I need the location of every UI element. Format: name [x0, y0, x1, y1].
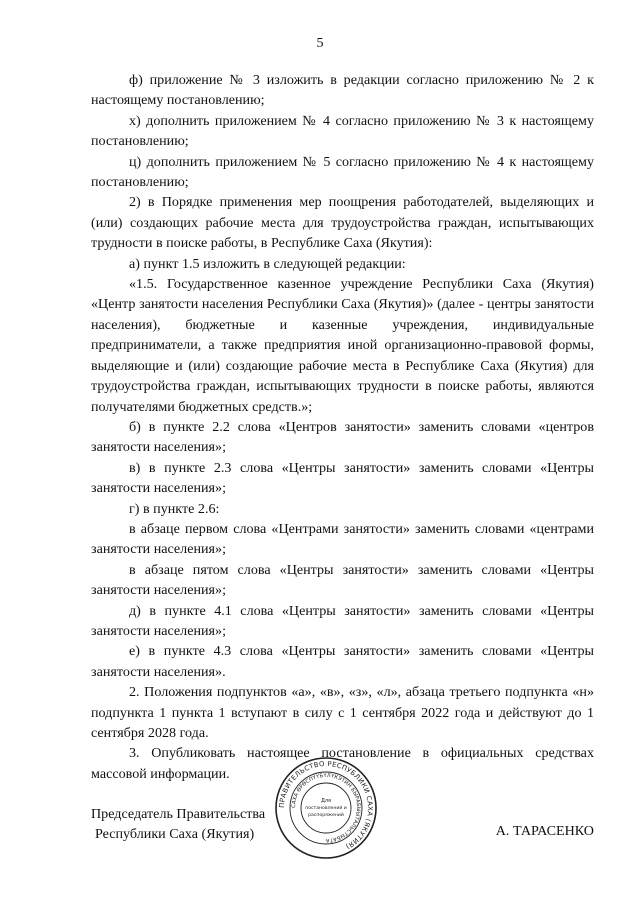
document-body — [91, 70, 594, 784]
paragraph: е) в пункте 4.3 слова «Центры занятости» заменить словами «Центры занятости населения». — [91, 643, 594, 680]
paragraph: а) пункт 1.5 изложить в следующей редакции: — [129, 255, 406, 272]
paragraph: в) в пункте 2.3 слова «Центры занятости» заменить словами «Центры занятости населения»; — [91, 459, 594, 497]
paragraph: в абзаце первом слова «Центрами занятости» заменить словами «центрами занятости населения»; — [91, 520, 594, 558]
paragraph: х) дополнить приложением № 4 согласно приложению № 3 к настоящему постановлению; — [91, 112, 594, 150]
paragraph: «1.5. Государственное казенное учреждение Республики Саха (Якутия) «Центр занятости населения Республики Саха (Якутия)» (далее - центры занятости населения), бюджетные и казенные учреждения, индивидуальные предприниматели, а также предприятия иной организационно-правовой формы, выделяющие и (или) создающие рабочие места в Республике Саха (Якутия) для трудоустройства граждан, испытывающих трудности в поиске работы, являются получателями бюджетных средств.»; — [91, 276, 594, 415]
signature-title-line1: Председатель Правительства — [91, 806, 266, 822]
paragraph: 3. Опубликовать настоящее постановление в официальных средствах массовой информации. — [91, 745, 594, 782]
paragraph: б) в пункте 2.2 слова «Центров занятости» заменить словами «центров занятости населения»; — [91, 418, 594, 456]
svg-text:постановлений и: постановлений и — [305, 806, 347, 811]
paragraph: ц) дополнить приложением № 5 согласно приложению № 4 к настоящему постановлению; — [91, 153, 594, 191]
svg-text:Для: Для — [320, 798, 332, 804]
paragraph: 2. Положения подпунктов «а», «в», «з», «л», абзаца третьего подпункта «н» подпункта 1 пункта 1 вступают в силу с 1 сентября 2022 года и действуют до 1 сентября 2028 года. — [91, 684, 594, 741]
svg-text:ПРАВИТЕЛЬСТВО РЕСПУБЛИКИ САХА: ПРАВИТЕЛЬСТВО РЕСПУБЛИКИ САХА (ЯКУТИЯ) — [277, 759, 375, 851]
paragraph: ф) приложение № 3 изложить в редакции согласно приложению № 2 к настоящему постановлению; — [91, 72, 594, 109]
svg-text:САХА ӨРӨСПҮҮБҮЛҮКЭТИН БЫРАБЫЫТ: САХА ӨРӨСПҮҮБҮЛҮКЭТИН БЫРАБЫЫТАЛЬСТЫБАТА — [290, 772, 362, 844]
paragraph: г) в пункте 2.6: — [129, 500, 220, 517]
paragraph: д) в пункте 4.1 слова «Центры занятости» заменить словами «Центры занятости населения»; — [91, 602, 594, 639]
signature-title-line2: Республики Саха (Якутия) — [95, 826, 255, 842]
signature-title — [91, 804, 265, 844]
page-number: 5 — [316, 36, 324, 51]
paragraph: в абзаце пятом слова «Центры занятости» заменить словами «Центры занятости населения»; — [91, 561, 594, 599]
paragraph: 2) в Порядке применения мер поощрения работодателей, выделяющих и (или) создающих рабочие места для трудоустройства граждан, испытывающих трудности в поиске работы, в Республике Саха (Якутия): — [91, 194, 594, 252]
official-seal — [274, 756, 378, 860]
svg-text:распоряжений: распоряжений — [308, 813, 344, 818]
signatory-name: А. ТАРАСЕНКО — [495, 823, 594, 839]
